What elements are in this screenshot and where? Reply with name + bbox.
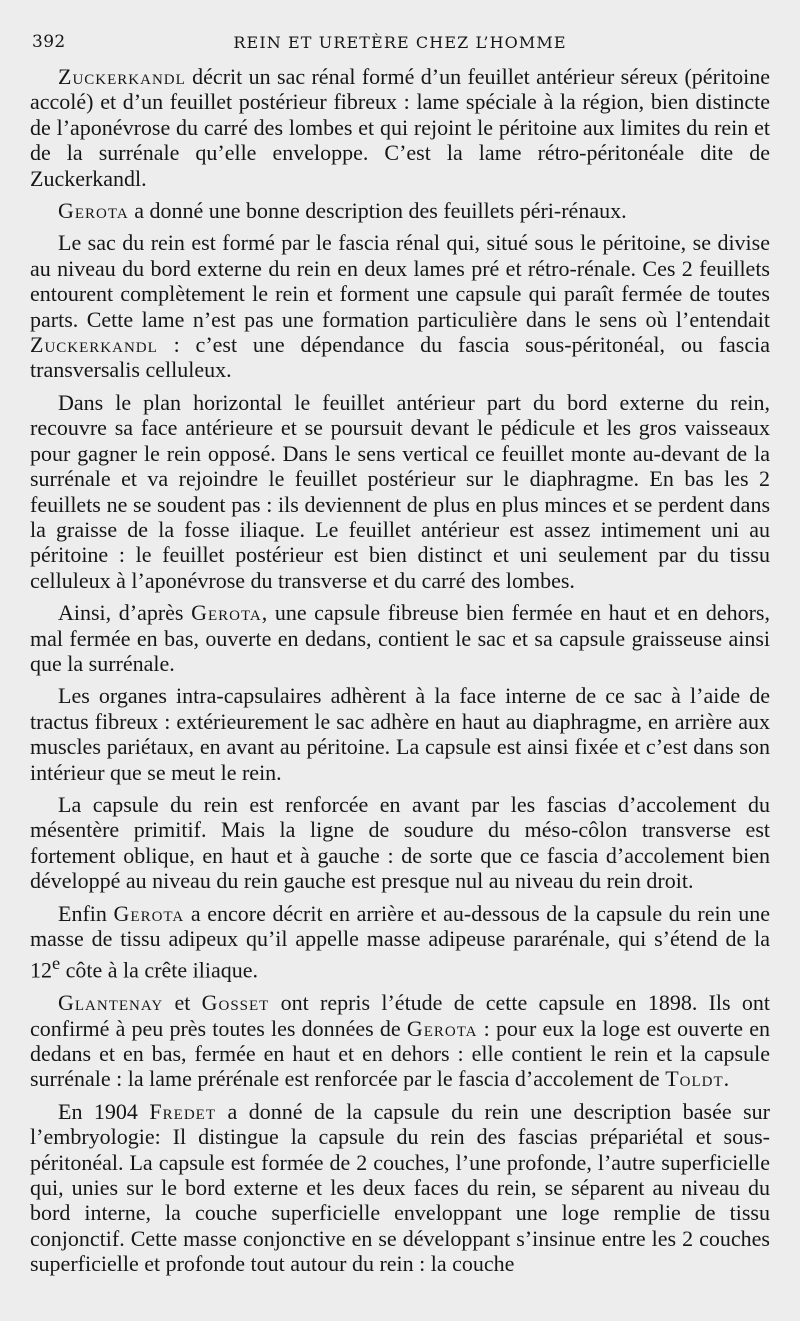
paragraph-fredet-description bbox=[30, 1099, 770, 1277]
page-number: 392 bbox=[32, 32, 66, 52]
paragraph-text: a donné une bonne description des feuillets péri-rénaux. bbox=[128, 198, 627, 224]
paragraph-text: Les organes intra-capsulaires adhèrent à la face interne de ce sac à l’aide de tractus fibreux : extérieurement le sac adhère en haut au diaphragme, en arrière aux muscles pariétaux, en avant au péritoine. La capsule est ainsi fixée et c’est dans son intérieur que se meut le rein. bbox=[30, 683, 770, 785]
paragraph-zuckerkandl-description bbox=[30, 64, 770, 191]
paragraph-text: Enfin bbox=[58, 900, 114, 926]
paragraph-text: ont repris l’étude de cette capsule en 1898. Ils ont confirmé à peu près toutes les données de bbox=[30, 990, 770, 1041]
author-name: Zuckerkandl bbox=[30, 332, 158, 358]
paragraph-text: décrit un sac rénal formé d’un feuillet antérieur séreux (péritoine accolé) et d’un feuillet postérieur fibreux : lame spéciale à la région, bien distincte de l’aponévrose du carré des lombes et qui rejoint le péritoine aux limites du rein et de la surrénale qu’elle enveloppe. C’est la lame rétro-péritonéale dite de Zuckerkandl. bbox=[30, 64, 770, 191]
author-name: Gerota bbox=[191, 600, 262, 626]
running-head: REIN ET URETÈRE CHEZ L’HOMME bbox=[233, 33, 567, 52]
paragraph-horizontal-plane bbox=[30, 390, 770, 593]
paragraph-text: Le sac du rein est formé par le fascia rénal qui, situé sous le péritoine, se divise au niveau du bord externe du rein en deux lames pré et rétro-rénale. Ces 2 feuillets entourent complètement le rein et forment une capsule qui paraît fermée de toutes parts. Cette lame n’est pas une formation particulière dans le sens où l’entendait bbox=[30, 230, 770, 332]
author-name: Toldt bbox=[665, 1066, 724, 1092]
paragraph-text: a encore décrit en arrière et au-dessous de la capsule du rein une masse de tissu adipeux qu’il appelle masse adipeuse pararénale, qui s’étend de la 12 bbox=[30, 900, 770, 983]
paragraph-glantenay-gosset bbox=[30, 990, 770, 1092]
paragraph-text: : c’est une dépendance du fascia sous-péritonéal, ou fascia transversalis celluleux. bbox=[30, 332, 770, 383]
paragraph-text: En 1904 bbox=[58, 1098, 150, 1124]
paragraph-text: a donné de la capsule du rein une description basée sur l’embryologie: Il distingue la capsule du rein des fascias prépariétal et sous-péritonéal. La capsule est formée de 2 couches, l’une profonde, l’autre superficielle qui, unies sur le bord externe et les deux faces du rein, se séparent au niveau du bord interne, la couche superficielle enveloppant une loge remplie de tissu conjonctif. Cette masse conjonctive en se développant s’insinue entre les 2 couches superficielle et profonde tout autour du rein : la couche bbox=[30, 1098, 770, 1277]
paragraph-text: La capsule du rein est renforcée en avant par les fascias d’accolement du mésentère primitif. Mais la ligne de soudure du méso-côlon transverse est fortement oblique, en haut et à gauche : de sorte que ce fascia d’accolement bien développé au niveau du rein gauche est presque nul au niveau du rein droit. bbox=[30, 791, 770, 894]
paragraph-text: Ainsi, d’après bbox=[58, 600, 192, 626]
paragraph-text: et bbox=[163, 990, 202, 1016]
paragraph-text: côte à la crête iliaque. bbox=[60, 957, 259, 983]
paragraph-intracapsular-organs bbox=[30, 683, 770, 785]
paragraph-text: : pour eux la loge est ouverte en dedans et en bas, fermée en haut et en dehors : elle contient le rein et la capsule surrénale : la lame prérénale est renforcée par le fascia d’accolement de bbox=[30, 1015, 770, 1092]
author-name: Zuckerkandl bbox=[58, 64, 186, 89]
author-name: Gerota bbox=[113, 900, 185, 926]
author-name: Gerota bbox=[406, 1015, 478, 1041]
body-text bbox=[30, 64, 770, 1277]
paragraph-text: , une capsule fibreuse bien fermée en haut et en dehors, mal fermée en bas, ouverte en dedans, contient le sac et sa capsule graisseuse ainsi que la surrénale. bbox=[30, 600, 770, 676]
paragraph-pararenal-mass bbox=[30, 901, 770, 984]
author-name: Gerota bbox=[58, 198, 129, 224]
paragraph-renal-sac bbox=[30, 230, 770, 382]
paragraph-fibrous-capsule bbox=[30, 600, 770, 676]
paragraph-gerota-intro bbox=[30, 198, 770, 223]
author-name: Fredet bbox=[149, 1098, 216, 1124]
page-header bbox=[30, 28, 770, 62]
paragraph-capsule-reinforcement bbox=[30, 792, 770, 894]
author-name: Gosset bbox=[201, 990, 270, 1016]
paragraph-text: Dans le plan horizontal le feuillet antérieur part du bord externe du rein, recouvre sa face antérieure et se poursuit devant le pédicule et les gros vaisseaux pour gagner le rein opposé. Dans le sens vertical ce feuillet monte au-devant de la surrénale et va rejoindre le feuillet postérieur sur le diaphragme. En bas les 2 feuillets ne se soudent pas : ils deviennent de plus en plus minces et se perdent dans la graisse de la fosse iliaque. Le feuillet antérieur est assez intimement uni au péritoine : le feuillet postérieur est bien distinct et uni seulement par du tissu celluleux à l’aponévrose du transverse et du carré des lombes. bbox=[30, 389, 770, 593]
paragraph-text: . bbox=[723, 1066, 730, 1092]
page-bottom-edge bbox=[0, 1311, 800, 1321]
author-name: Glantenay bbox=[58, 990, 164, 1016]
ordinal-superscript: e bbox=[52, 953, 61, 974]
